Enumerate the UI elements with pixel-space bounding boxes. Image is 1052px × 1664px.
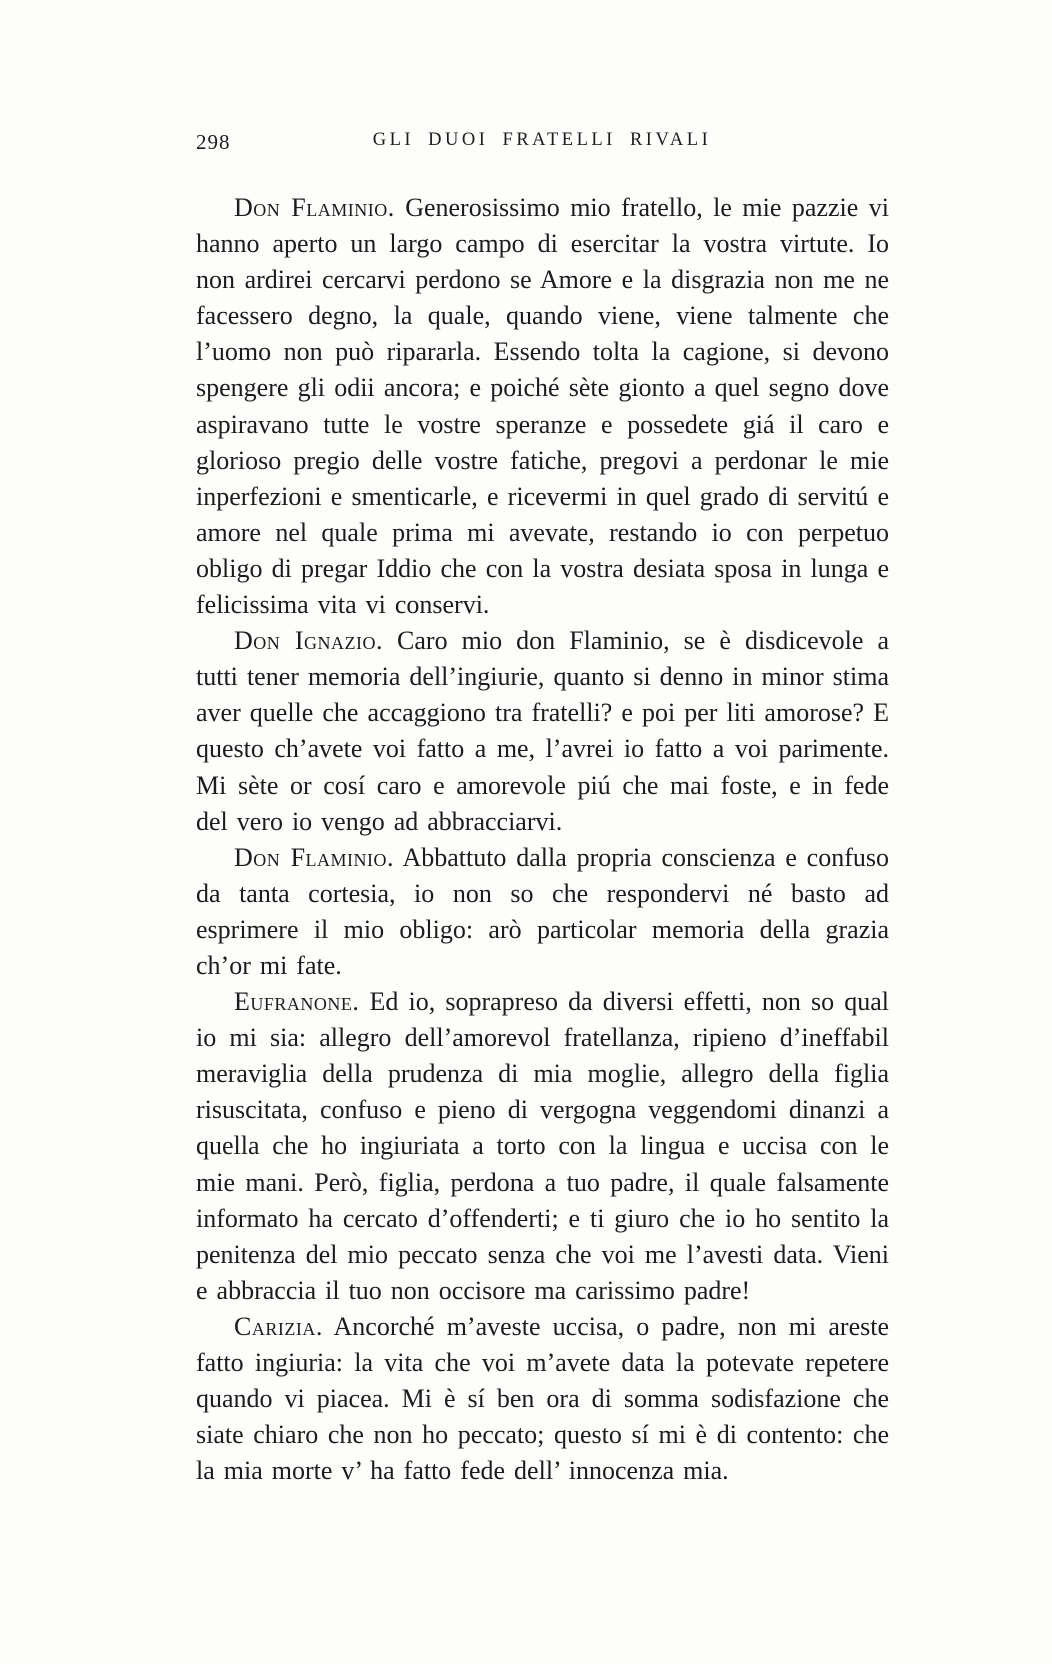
dialogue-paragraph: [196, 623, 889, 840]
speaker-name: Don Flaminio.: [234, 193, 395, 222]
dialogue-paragraph: [196, 1309, 889, 1489]
dialogue-paragraph: [196, 190, 889, 623]
running-head-title: GLI DUOI FRATELLI RIVALI: [372, 130, 712, 150]
dialogue-paragraph: [196, 840, 889, 984]
dialogue-text-block: [196, 190, 889, 1489]
speaker-name: Eufranone.: [234, 987, 360, 1017]
dialogue-paragraph: [196, 984, 889, 1309]
speech-text: Ed io, soprapreso da diversi effetti, non so qual io mi sia: allegro dell’amorevol fratellanza, ripieno d’ineffabil meraviglia della prudenza di mia moglie, allegro della figlia risuscitata, confuso e pieno di vergogna veggendomi dinanzi a quella che ho ingiuriata a torto con la lingua e uccisa con le mie mani. Però, figlia, perdona a tuo padre, il quale falsamente informato ha cercato d’offenderti; e ti giuro che io ho sentito la penitenza del mio peccato senza che voi me l’avesti data. Vieni e abbraccia il tuo non occisore ma carissimo padre!: [196, 987, 889, 1305]
speaker-name: Don Ignazio.: [234, 626, 383, 656]
page-number: 298: [196, 130, 231, 154]
speech-text: Abbattuto dalla propria conscienza e confuso da tanta cortesia, io non so che respondervi né basto ad esprimere il mio obligo: arò particolar memoria della grazia ch’or mi fate.: [196, 842, 889, 980]
running-head: [196, 128, 888, 158]
speech-text: Generosissimo mio fratello, le mie pazzie vi hanno aperto un largo campo di esercitar la vostra virtute. Io non ardirei cercarvi perdono se Amore e la disgrazia non me ne facessero degno, la quale, quando viene, viene talmente che l’uomo non può ripararla. Essendo tolta la cagione, si devono spengere gli odii ancora; e poiché sète gionto a quel segno dove aspiravano tutte le vostre speranze e possedete giá il caro e glorioso pregio delle vostre fatiche, pregovi a perdonar le mie inperfezioni e smenticarle, e ricevermi in quel grado di servitú e amore nel quale prima mi avevate, restando io con perpetuo obligo di pregar Iddio che con la vostra desiata sposa in lunga e felicissima vita vi conservi.: [196, 193, 889, 620]
speech-text: Ancorché m’aveste uccisa, o padre, non mi areste fatto ingiuria: la vita che voi m’avete data la potevate repetere quando vi piacea. Mi è sí ben ora di somma sodisfazione che siate chiaro che non ho peccato; questo sí mi è di contento: che la mia morte v’ ha fatto fede dell’ innocenza mia.: [196, 1311, 889, 1486]
speech-text: Caro mio don Flaminio, se è disdicevole a tutti tener memoria dell’ingiurie, quanto si denno in minor stima aver quelle che accaggiono tra fratelli? e poi per liti amorose? E questo ch’avete voi fatto a me, l’avrei io fatto a voi parimente. Mi sète or cosí caro e amorevole piú che mai foste, e in fede del vero io vengo ad abbracciarvi.: [196, 626, 890, 836]
speaker-name: Don Flaminio.: [234, 842, 395, 872]
speaker-name: Carizia.: [234, 1311, 323, 1341]
